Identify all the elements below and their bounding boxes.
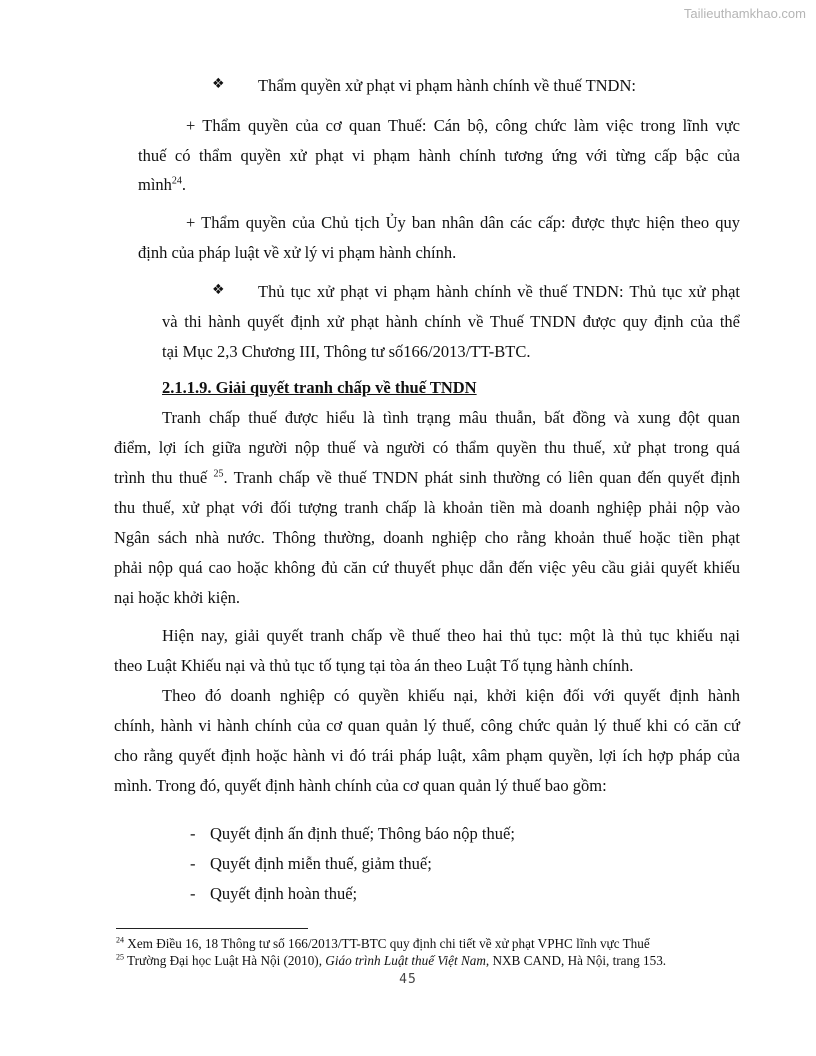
- list-item: Quyết định hoàn thuế;: [210, 884, 358, 903]
- paragraph-line: theo Luật Khiếu nại và thủ tục tố tụng tại tòa án theo Luật Tố tụng hành chính.: [114, 656, 634, 675]
- list-item: Quyết định ấn định thuế; Thông báo nộp thuế;: [210, 824, 515, 843]
- paragraph-line: chính, hành vi hành chính của cơ quan quản lý thuế, công chức quản lý thuế khi có căn cứ: [114, 716, 740, 735]
- paragraph-line: định của pháp luật về xử lý vi phạm hành chính.: [138, 243, 457, 262]
- paragraph-line: điểm, lợi ích giữa người nộp thuế và người có thẩm quyền thu thuế, xử phạt trong quá: [114, 438, 740, 457]
- bullet-procedure: Thủ tục xử phạt vi phạm hành chính về thuế TNDN: Thủ tục xử phạt: [258, 282, 740, 301]
- paragraph-line: + Thẩm quyền của Chủ tịch Ủy ban nhân dân các cấp: được thực hiện theo quy: [186, 213, 740, 232]
- list-item: Quyết định miễn thuế, giảm thuế;: [210, 854, 432, 873]
- footnote-separator: [116, 928, 308, 929]
- paragraph-line: Tranh chấp thuế được hiểu là tình trạng mâu thuẫn, bất đồng và xung đột quan: [162, 408, 740, 427]
- paragraph-line: Theo đó doanh nghiệp có quyền khiếu nại, khởi kiện đối với quyết định hành: [162, 686, 740, 705]
- bullet-title-authority: Thẩm quyền xử phạt vi phạm hành chính về thuế TNDN:: [258, 76, 636, 95]
- footnote-ref: 24: [171, 175, 182, 187]
- footnote-ref: 25: [213, 468, 224, 480]
- footnote-25: $^{25}$ Trường Đại học Luật Hà Nội (2010), Giáo trình Luật thuế Việt Nam, NXB CAND, Hà Nội, trang 153.: [116, 952, 667, 968]
- paragraph-line: tại Mục 2,3 Chương III, Thông tư số166/2013/TT-BTC.: [162, 342, 531, 361]
- paragraph-line: Ngân sách nhà nước. Thông thường, doanh nghiệp cho rằng khoản thuế hoặc tiền phạt: [114, 528, 740, 547]
- list-dash: -: [190, 824, 196, 843]
- paragraph-line: phải nộp quá cao hoặc không đủ căn cứ thuyết phục dẫn đến việc yêu cầu giải quyết khiếu: [114, 558, 740, 577]
- page-number: 45: [399, 972, 417, 987]
- paragraph-line: + Thẩm quyền của cơ quan Thuế: Cán bộ, công chức làm việc trong lĩnh vực: [186, 116, 740, 135]
- list-dash: -: [190, 884, 196, 903]
- diamond-bullet-icon: ❖: [212, 76, 225, 92]
- paragraph-line: trình thu thuế $^{25}$. Tranh chấp về thuế TNDN phát sinh thường có liên quan đến quyết định: [114, 468, 741, 487]
- paragraph-line: nại hoặc khởi kiện.: [114, 588, 241, 607]
- diamond-bullet-icon: ❖: [212, 282, 225, 298]
- paragraph-line: và thi hành quyết định xử phạt hành chính về Thuế TNDN được quy định của thể: [162, 312, 740, 331]
- paragraph-line: thu thuế, xử phạt với đối tượng tranh chấp là khoản tiền mà doanh nghiệp phải nộp vào: [114, 498, 740, 517]
- paragraph-line: thuế có thẩm quyền xử phạt vi phạm hành chính tương ứng với từng cấp bậc của: [138, 146, 740, 165]
- footnote-24: $^{24}$ Xem Điều 16, 18 Thông tư số 166/2013/TT-BTC quy định chi tiết về xử phạt VPHC lĩnh vực Thuế: [116, 935, 650, 951]
- watermark: Tailieuthamkhao.com: [683, 6, 806, 21]
- section-heading: 2.1.1.9. Giải quyết tranh chấp về thuế TNDN: [162, 378, 477, 397]
- paragraph-line: cho rằng quyết định hoặc hành vi đó trái pháp luật, xâm phạm quyền, lợi ích hợp pháp của: [114, 746, 740, 765]
- paragraph-line: mình$^{24}$.: [138, 175, 187, 194]
- paragraph-line: mình. Trong đó, quyết định hành chính của cơ quan quản lý thuế bao gồm:: [114, 776, 607, 795]
- paragraph-line: Hiện nay, giải quyết tranh chấp về thuế theo hai thủ tục: một là thủ tục khiếu nại: [162, 626, 740, 645]
- list-dash: -: [190, 854, 196, 873]
